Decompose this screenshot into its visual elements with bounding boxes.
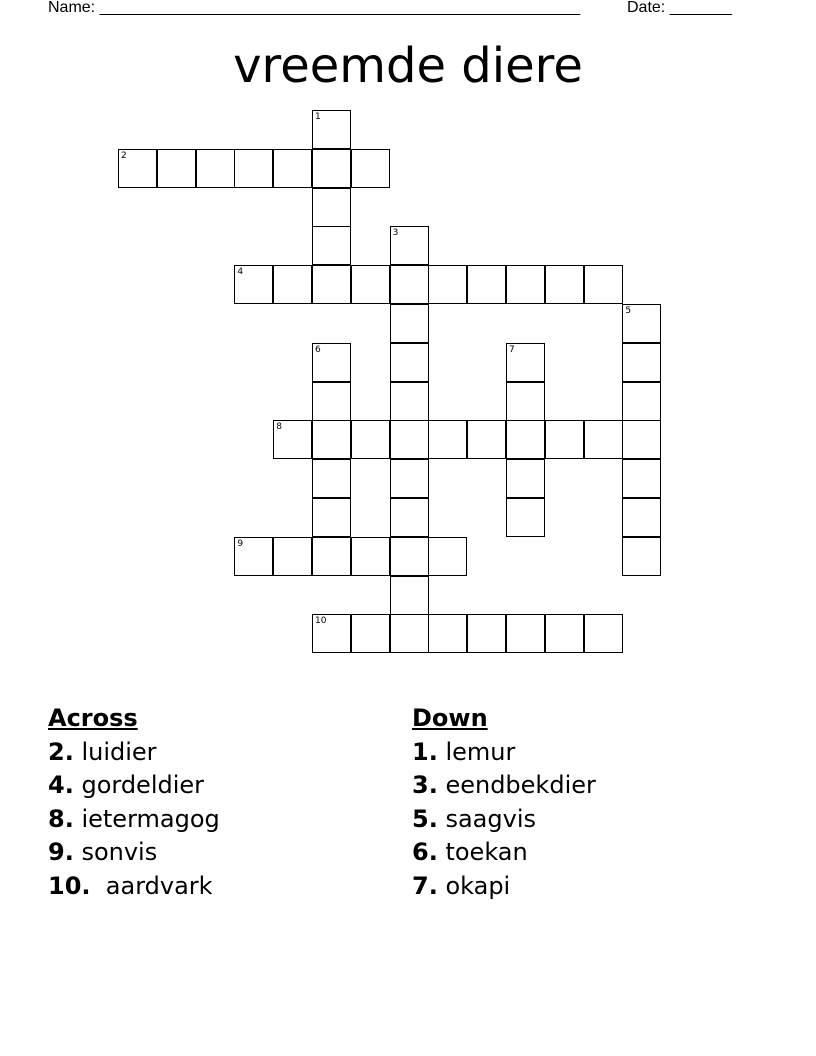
crossword-cell[interactable] <box>390 498 429 537</box>
crossword-cell[interactable] <box>622 382 661 421</box>
down-clues <box>412 702 596 903</box>
clue-number: 10. <box>48 871 91 900</box>
crossword-cell[interactable] <box>428 614 467 653</box>
crossword-cell[interactable] <box>428 265 467 304</box>
crossword-cell[interactable] <box>622 420 661 459</box>
crossword-cell[interactable] <box>273 265 312 304</box>
crossword-cell[interactable] <box>390 614 429 653</box>
clue-text: toekan <box>437 838 528 866</box>
crossword-cell[interactable] <box>234 265 273 304</box>
across-heading: Across <box>48 704 138 732</box>
crossword-cell[interactable] <box>506 614 545 653</box>
crossword-cell[interactable] <box>312 498 351 537</box>
crossword-cell[interactable] <box>545 265 584 304</box>
crossword-cell[interactable] <box>506 265 545 304</box>
crossword-cell[interactable] <box>545 614 584 653</box>
clue-item <box>412 736 596 770</box>
crossword-cell[interactable] <box>506 343 545 382</box>
crossword-cell[interactable] <box>390 265 429 304</box>
crossword-cell[interactable] <box>622 459 661 498</box>
crossword-cell[interactable] <box>351 420 390 459</box>
crossword-cell[interactable] <box>312 188 351 227</box>
crossword-cell[interactable] <box>467 265 506 304</box>
crossword-cell[interactable] <box>506 498 545 537</box>
crossword-cell[interactable] <box>312 149 351 188</box>
clue-text: aardvark <box>90 871 213 900</box>
crossword-cell[interactable] <box>622 537 661 576</box>
clue-text: eendbekdier <box>437 771 596 799</box>
crossword-cell[interactable] <box>467 614 506 653</box>
puzzle-title: vreemde diere <box>233 38 583 94</box>
clue-number: 5. <box>412 804 438 833</box>
crossword-cell[interactable] <box>622 343 661 382</box>
clue-text: lemur <box>437 737 516 766</box>
crossword-cell[interactable] <box>390 304 429 343</box>
clue-item <box>48 870 220 904</box>
clue-text: sonvis <box>73 838 158 866</box>
crossword-cell[interactable] <box>312 459 351 498</box>
clue-number: 7. <box>412 871 438 900</box>
crossword-cell[interactable] <box>312 537 351 576</box>
clue-item <box>412 769 596 803</box>
clue-number: 9. <box>48 838 74 866</box>
clue-item <box>412 836 596 870</box>
crossword-cell[interactable] <box>506 420 545 459</box>
crossword-cell[interactable] <box>312 343 351 382</box>
clue-number: 3. <box>412 771 438 799</box>
crossword-cell[interactable] <box>390 226 429 265</box>
crossword-cell[interactable] <box>622 304 661 343</box>
across-clues <box>48 702 220 903</box>
cell-number: 5 <box>625 306 632 316</box>
crossword-cell[interactable] <box>390 420 429 459</box>
cell-number: 3 <box>392 228 399 239</box>
crossword-cell[interactable] <box>390 576 429 615</box>
crossword-cell[interactable] <box>390 382 429 421</box>
crossword-cell[interactable] <box>622 498 661 537</box>
crossword-cell[interactable] <box>545 420 584 459</box>
clue-text: gordeldier <box>73 771 205 799</box>
crossword-cell[interactable] <box>118 149 157 188</box>
clue-number: 1. <box>412 737 438 766</box>
crossword-cell[interactable] <box>312 614 351 653</box>
crossword-cell[interactable] <box>584 265 623 304</box>
crossword-cell[interactable] <box>273 420 312 459</box>
crossword-cell[interactable] <box>506 382 545 421</box>
crossword-cell[interactable] <box>351 265 390 304</box>
crossword-cell[interactable] <box>157 149 196 188</box>
clue-text: ietermagog <box>73 804 220 833</box>
cell-number: 6 <box>315 344 321 355</box>
date-field-label: Date: _______ <box>627 0 732 16</box>
crossword-cell[interactable] <box>390 537 429 576</box>
cell-number: 7 <box>509 344 515 355</box>
crossword-cell[interactable] <box>312 110 351 149</box>
crossword-cell[interactable] <box>312 226 351 265</box>
crossword-cell[interactable] <box>312 382 351 421</box>
crossword-cell[interactable] <box>390 343 429 382</box>
cell-number: 1 <box>315 112 321 122</box>
cell-number: 2 <box>121 150 127 161</box>
crossword-cell[interactable] <box>351 149 390 188</box>
name-field-label: Name: ______________________________________________________ <box>48 0 581 16</box>
clue-text: saagvis <box>437 804 536 833</box>
crossword-cell[interactable] <box>234 149 273 188</box>
crossword-cell[interactable] <box>196 149 235 188</box>
crossword-cell[interactable] <box>428 420 467 459</box>
crossword-cell[interactable] <box>467 420 506 459</box>
crossword-cell[interactable] <box>428 537 467 576</box>
down-heading: Down <box>412 704 488 732</box>
cell-number: 4 <box>237 267 244 278</box>
cell-number: 9 <box>237 538 244 549</box>
crossword-cell[interactable] <box>584 420 623 459</box>
clue-item <box>412 870 596 904</box>
clue-text: okapi <box>437 871 511 900</box>
clue-text: luidier <box>73 737 157 766</box>
crossword-cell[interactable] <box>312 265 351 304</box>
crossword-cell[interactable] <box>273 537 312 576</box>
crossword-cell[interactable] <box>273 149 312 188</box>
clue-number: 2. <box>48 737 74 766</box>
crossword-cell[interactable] <box>390 459 429 498</box>
cell-number: 8 <box>276 422 282 433</box>
clue-number: 8. <box>48 804 74 833</box>
crossword-cell[interactable] <box>351 614 390 653</box>
crossword-cell[interactable] <box>506 459 545 498</box>
crossword-cell[interactable] <box>584 614 623 653</box>
cell-number: 10 <box>315 616 327 627</box>
clue-number: 6. <box>412 838 438 866</box>
clue-item <box>48 836 220 870</box>
crossword-cell[interactable] <box>312 420 351 459</box>
clue-item <box>48 803 220 837</box>
clue-number: 4. <box>48 771 74 799</box>
clue-item <box>412 803 596 837</box>
clue-item <box>48 736 220 770</box>
clue-item <box>48 769 220 803</box>
crossword-cell[interactable] <box>351 537 390 576</box>
crossword-cell[interactable] <box>234 537 273 576</box>
